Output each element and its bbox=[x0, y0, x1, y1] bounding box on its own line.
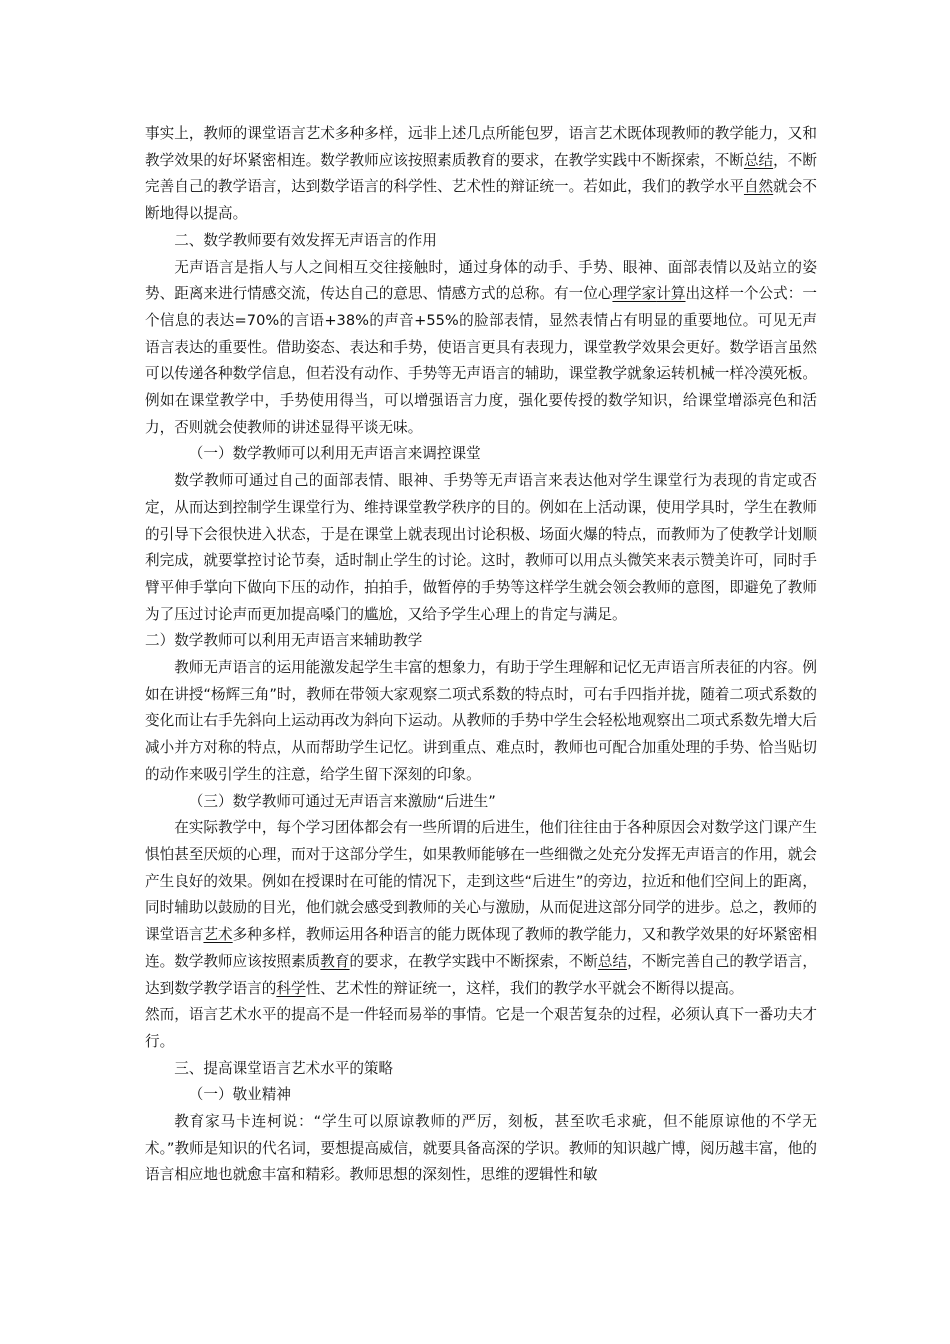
paragraph-p7 bbox=[145, 655, 817, 789]
paragraph-p2 bbox=[145, 228, 817, 255]
paragraph-text: 三、提高课堂语言艺术水平的策略 bbox=[174, 1059, 394, 1077]
paragraph-text: 在实际教学中，每个学习团体都会有一些所谓的后进生，他们往往由于各种原因会对数学这门课产生惧怕甚至厌烦的心理，而对于这部分学生，如果教师能够在一些细微之处充分发挥无声语言的作用，就会产生良好的效果。例如在授课时在可能的情况下，走到这些“后进生”的旁边，拉近和他们空间上的距离，同时辅助以鼓励的目光，他们就会感受到教师的关心与激励，从而促进这部分同学的进步。总之，教师的课堂语言 bbox=[145, 819, 817, 944]
inline-link[interactable]: 科学 bbox=[276, 979, 306, 997]
paragraph-p12 bbox=[145, 1082, 817, 1109]
paragraph-text: （一）数学教师可以利用无声语言来调控课堂 bbox=[188, 445, 481, 463]
paragraph-p11 bbox=[145, 1056, 817, 1083]
paragraph-text: 教育家马卡连柯说：“学生可以原谅教师的严厉，刻板，甚至吹毛求疵，但不能原谅他的不学无术。”教师是知识的代名词，要想提高威信，就要具备高深的学识。教师的知识越广博，阅历越丰富，他的语言相应地也就愈丰富和精彩。教师思想的深刻性，思维的逻辑性和敏 bbox=[145, 1113, 817, 1184]
paragraph-text: ，不断完善自己的教学语言，达到数学语言的科学性、艺术性的辩证统一。若如此，我们的教学水平 bbox=[145, 151, 817, 196]
inline-link[interactable]: 计算 bbox=[656, 285, 686, 303]
inline-link[interactable]: 理学家 bbox=[612, 285, 657, 303]
paragraph-text: 的要求，在教学实践中不断探索，不断 bbox=[349, 952, 598, 970]
paragraph-text: 出这样一个公式：一个信息的表达=70%的言语+38%的声音+55%的脸部表情，显然表情占有明显的重要地位。可见无声语言表达的重要性。借助姿态、表达和手势，使语言更具有表现力，课堂教学效果会更好。数学语言虽然可以传递各种数学信息，但若没有动作、手势等无声语言的辅助，课堂教学就象运转机械一样冷漠死板。例如在课堂教学中，手势使用得当，可以增强语言力度，强化要传授的数学知识，给课堂增添亮色和活力，否则就会使教师的讲述显得平谈无味。 bbox=[145, 285, 817, 436]
inline-link[interactable]: 总结 bbox=[743, 151, 774, 169]
paragraph-text: 教师无声语言的运用能激发起学生丰富的想象力，有助于学生理解和记忆无声语言所表征的内容。例如在讲授“杨辉三角”时，教师在带领大家观察二项式系数的特点时，可右手四指并拢，随着二项式系数的变化而让右手先斜向上运动再改为斜向下运动。从教师的手势中学生会轻松地观察出二项式系数先增大后减小并方对称的特点，从而帮助学生记忆。讲到重点、难点时，教师也可配合加重处理的手势、恰当贴切的动作来吸引学生的注意，给学生留下深刻的印象。 bbox=[145, 659, 817, 783]
paragraph-text: （一）敬业精神 bbox=[188, 1086, 291, 1104]
paragraph-p5 bbox=[145, 468, 817, 628]
paragraph-text: 事实上，教师的课堂语言艺术多种多样，远非上述几点所能包罗，语言艺术既体现教师的教学能力，又和教学效果的好坏紧密相连。数学教师应该按照素质教育的要求，在教学实践中不断探索，不断 bbox=[145, 125, 817, 169]
inline-link[interactable]: 总结 bbox=[597, 952, 628, 970]
paragraph-p4 bbox=[145, 441, 817, 468]
inline-link[interactable]: 自然 bbox=[743, 178, 774, 196]
inline-link[interactable]: 教育 bbox=[320, 952, 350, 970]
paragraph-text: ，不断完善自己的教学语言，达到数学教学语言的 bbox=[145, 952, 817, 997]
document-body bbox=[145, 121, 817, 1189]
inline-link[interactable]: 艺术 bbox=[203, 926, 233, 944]
paragraph-p10 bbox=[145, 1002, 817, 1055]
paragraph-text: 二）数学教师可以利用无声语言来辅助教学 bbox=[145, 632, 423, 650]
paragraph-text: 就会不断地得以提高。 bbox=[145, 178, 817, 223]
paragraph-p6 bbox=[145, 628, 817, 655]
paragraph-p3 bbox=[145, 255, 817, 442]
paragraph-text: 然而，语言艺术水平的提高不是一件轻而易举的事情。它是一个艰苦复杂的过程，必须认真下一番功夫才行。 bbox=[145, 1006, 817, 1050]
paragraph-p13 bbox=[145, 1109, 817, 1189]
paragraph-p8 bbox=[145, 789, 817, 816]
paragraph-p1 bbox=[145, 121, 817, 228]
paragraph-text: 多种多样，教师运用各种语言的能力既体现了教师的教学能力，又和教学效果的好坏紧密相连。数学教师应该按照素质 bbox=[145, 926, 817, 970]
paragraph-text: （三）数学教师可通过无声语言来激励“后进生” bbox=[188, 792, 496, 810]
paragraph-text: 无声语言是指人与人之间相互交往接触时，通过身体的动手、手势、眼神、面部表情以及站立的姿势、距离来进行情感交流，传达自己的意思、情感方式的总称。有一位心 bbox=[145, 258, 817, 303]
paragraph-text: 数学教师可通过自己的面部表情、眼神、手势等无声语言来表达他对学生课堂行为表现的肯定或否定，从而达到控制学生课堂行为、维持课堂教学秩序的目的。例如在上活动课，使用学具时，学生在教师的引导下会很快进入状态，于是在课堂上就表现出讨论积极、场面火爆的特点，而教师为了使教学计划顺利完成，就要掌控讨论节奏，适时制止学生的讨论。这时，教师可以用点头微笑来表示赞美许可，同时手臂平伸手掌向下做向下压的动作，拍拍手，做暂停的手势等这样学生就会领会教师的意图，即避免了教师为了压过讨论声而更加提高嗓门的尴尬，又给予学生心理上的肯定与满足。 bbox=[145, 472, 817, 623]
paragraph-text: 二、数学教师要有效发挥无声语言的作用 bbox=[174, 231, 437, 249]
paragraph-text: 性、艺术性的辩证统一，这样，我们的教学水平就会不断得以提高。 bbox=[305, 979, 744, 997]
paragraph-p9 bbox=[145, 815, 817, 1002]
